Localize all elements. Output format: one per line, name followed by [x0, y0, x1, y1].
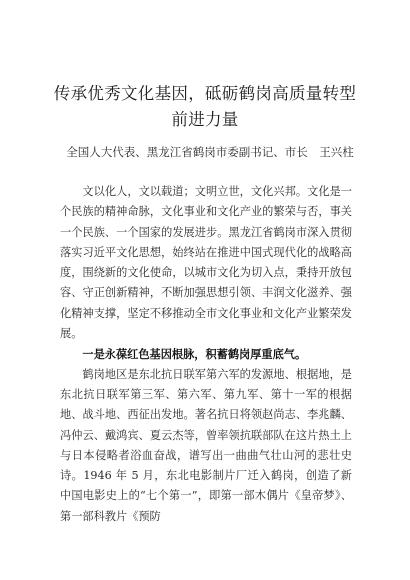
author-line: 全国人大代表、黑龙江省鹤岗市委副书记、市长 王兴柱 [66, 145, 354, 159]
article-body [60, 182, 352, 527]
body-paragraph: 鹤岗地区是东北抗日联军第六军的发源地、根据地，是东北抗日联军第三军、第六军、第九军、第十一军的根据地、战斗地、西征出发地。著名抗日将领赵尚志、李兆麟、冯仲云、戴鸿宾、夏云杰等，曾率领抗联部队在这片热土上与日本侵略者浴血奋战，谱写出一曲曲气壮山河的悲壮史诗。1946 年 5 月，东北电影制片厂迁入鹤岗，创造了新中国电影史上的“七个第一”，即第一部木偶片《皇帝梦》、第一部科教片《预防 [60, 367, 352, 523]
article-title: 传承优秀文化基因，砥砺鹤岗高质量转型前进力量 [53, 84, 357, 130]
intro-paragraph: 文以化人，文以载道；文明立世，文化兴邦。文化是一个民族的精神命脉，文化事业和文化产业的繁荣与否，事关一个民族、一个国家的发展进步。黑龙江省鹤岗市深入贯彻落实习近平文化思想，始终站在推进中国式现代化的战略高度，围绕新的文化使命，以城市文化为切入点，秉持开放包容、守正创新精神，不断加强思想引领、丰润文化滋养、强化精神支撑，坚定不移推动全市文化事业和文化产业繁荣发展。 [60, 185, 352, 341]
section-heading: 一是永葆红色基因根脉，积蓄鹤岗厚重底气。 [82, 347, 307, 362]
